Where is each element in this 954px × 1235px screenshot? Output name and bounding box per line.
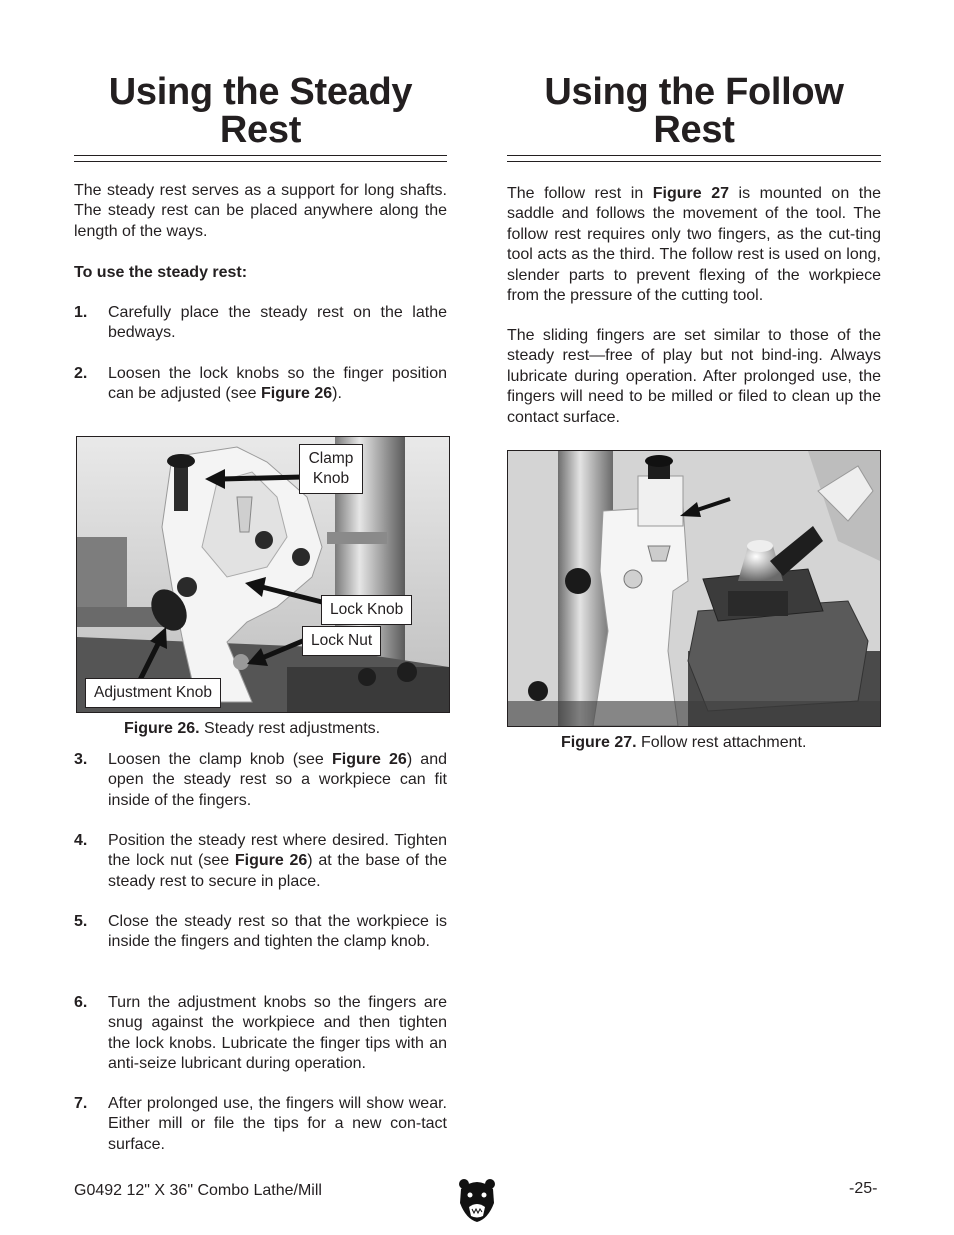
- clamp-knob-callout: Clamp Knob: [299, 444, 363, 494]
- step-number: 1.: [74, 304, 88, 321]
- footer-page-number: -25-: [849, 1180, 878, 1197]
- heading-line-2: Rest: [219, 109, 302, 151]
- follow-rest-paragraph-2: The sliding fingers are set similar to those of the steady rest—free of play but not bind-ing. Always lubricate during operation. After prolonged use, the fingers will need to be milled or filed to clean up the contact surface.: [507, 327, 881, 426]
- step-text: Close the steady rest so that the workpiece is inside the fingers and tighten the clamp knob.: [108, 913, 447, 951]
- step-number: 5.: [74, 913, 88, 930]
- figure-reference: Figure 26: [234, 852, 308, 870]
- footer-model: G0492 12" X 36" Combo Lathe/Mill: [74, 1182, 322, 1199]
- figure-26-photo: [76, 436, 450, 713]
- step-6: [74, 993, 447, 1075]
- step-text: Carefully place the steady rest on the lathe bedways.: [108, 304, 447, 342]
- heading-rule: [74, 155, 447, 162]
- steady-rest-heading: [74, 73, 447, 149]
- adjustment-knob-callout: Adjustment Knob: [85, 678, 221, 708]
- step-number: 6.: [74, 994, 88, 1011]
- follow-rest-photo-illustration: [508, 451, 880, 726]
- step-text: Turn the adjustment knobs so the fingers are snug against the workpiece and then tighten the lock knobs. Lubricate the finger tips with an anti-seize lubricant during operation.: [108, 994, 447, 1073]
- step-1: [74, 303, 447, 344]
- steady-rest-intro: The steady rest serves as a support for long shafts. The steady rest can be placed anywhere along the length of the ways.: [74, 182, 447, 240]
- step-4: [74, 831, 447, 892]
- figure-reference: Figure 26: [261, 385, 333, 403]
- lock-nut-callout: Lock Nut: [302, 626, 381, 656]
- heading-line-1: Using the Follow: [544, 71, 844, 113]
- step-number: 3.: [74, 751, 88, 768]
- step-text: Loosen the clamp knob (see Figure 26) and open the steady rest so a workpiece can fit inside of the fingers.: [108, 751, 447, 809]
- step-3: [74, 750, 447, 811]
- step-text: Position the steady rest where desired. Tighten the lock nut (see Figure 26) at the base of the steady rest to secure in place.: [108, 832, 448, 890]
- figure-26-caption: Figure 26. Steady rest adjustments.: [124, 720, 381, 737]
- step-2: [74, 364, 447, 405]
- figure-27-photo: [507, 450, 881, 727]
- lock-knob-callout: Lock Knob: [321, 595, 412, 625]
- step-5: [74, 912, 447, 953]
- step-7: [74, 1094, 447, 1155]
- heading-line-1: Using the Steady: [108, 71, 413, 113]
- step-number: 7.: [74, 1095, 88, 1112]
- figure-reference: Figure 27: [652, 185, 729, 202]
- follow-rest-heading: [507, 73, 881, 149]
- heading-rule: [507, 155, 881, 162]
- step-text: Loosen the lock knobs so the finger position can be adjusted (see Figure 26).: [108, 365, 447, 403]
- figure-27-caption: Figure 27. Follow rest attachment.: [561, 734, 807, 751]
- follow-rest-paragraph-1: The follow rest in Figure 27 is mounted on the saddle and follows the movement of the tool. The follow rest requires only two fingers, as the cut-ting tool acts as the third. The follow rest is used on long, slender parts to prevent flexing of the workpiece from the pressure of the cutting tool.: [507, 185, 882, 305]
- heading-line-2: Rest: [653, 109, 735, 151]
- figure-reference: Figure 26: [331, 751, 407, 768]
- step-number: 2.: [74, 365, 88, 382]
- step-number: 4.: [74, 832, 88, 849]
- grizzly-bear-logo-icon: [458, 1177, 496, 1223]
- step-text: After prolonged use, the fingers will show wear. Either mill or file the tips for a new con-tact surface.: [108, 1095, 447, 1153]
- steady-rest-subheading: To use the steady rest:: [74, 264, 248, 281]
- steady-rest-photo-illustration: [77, 437, 449, 712]
